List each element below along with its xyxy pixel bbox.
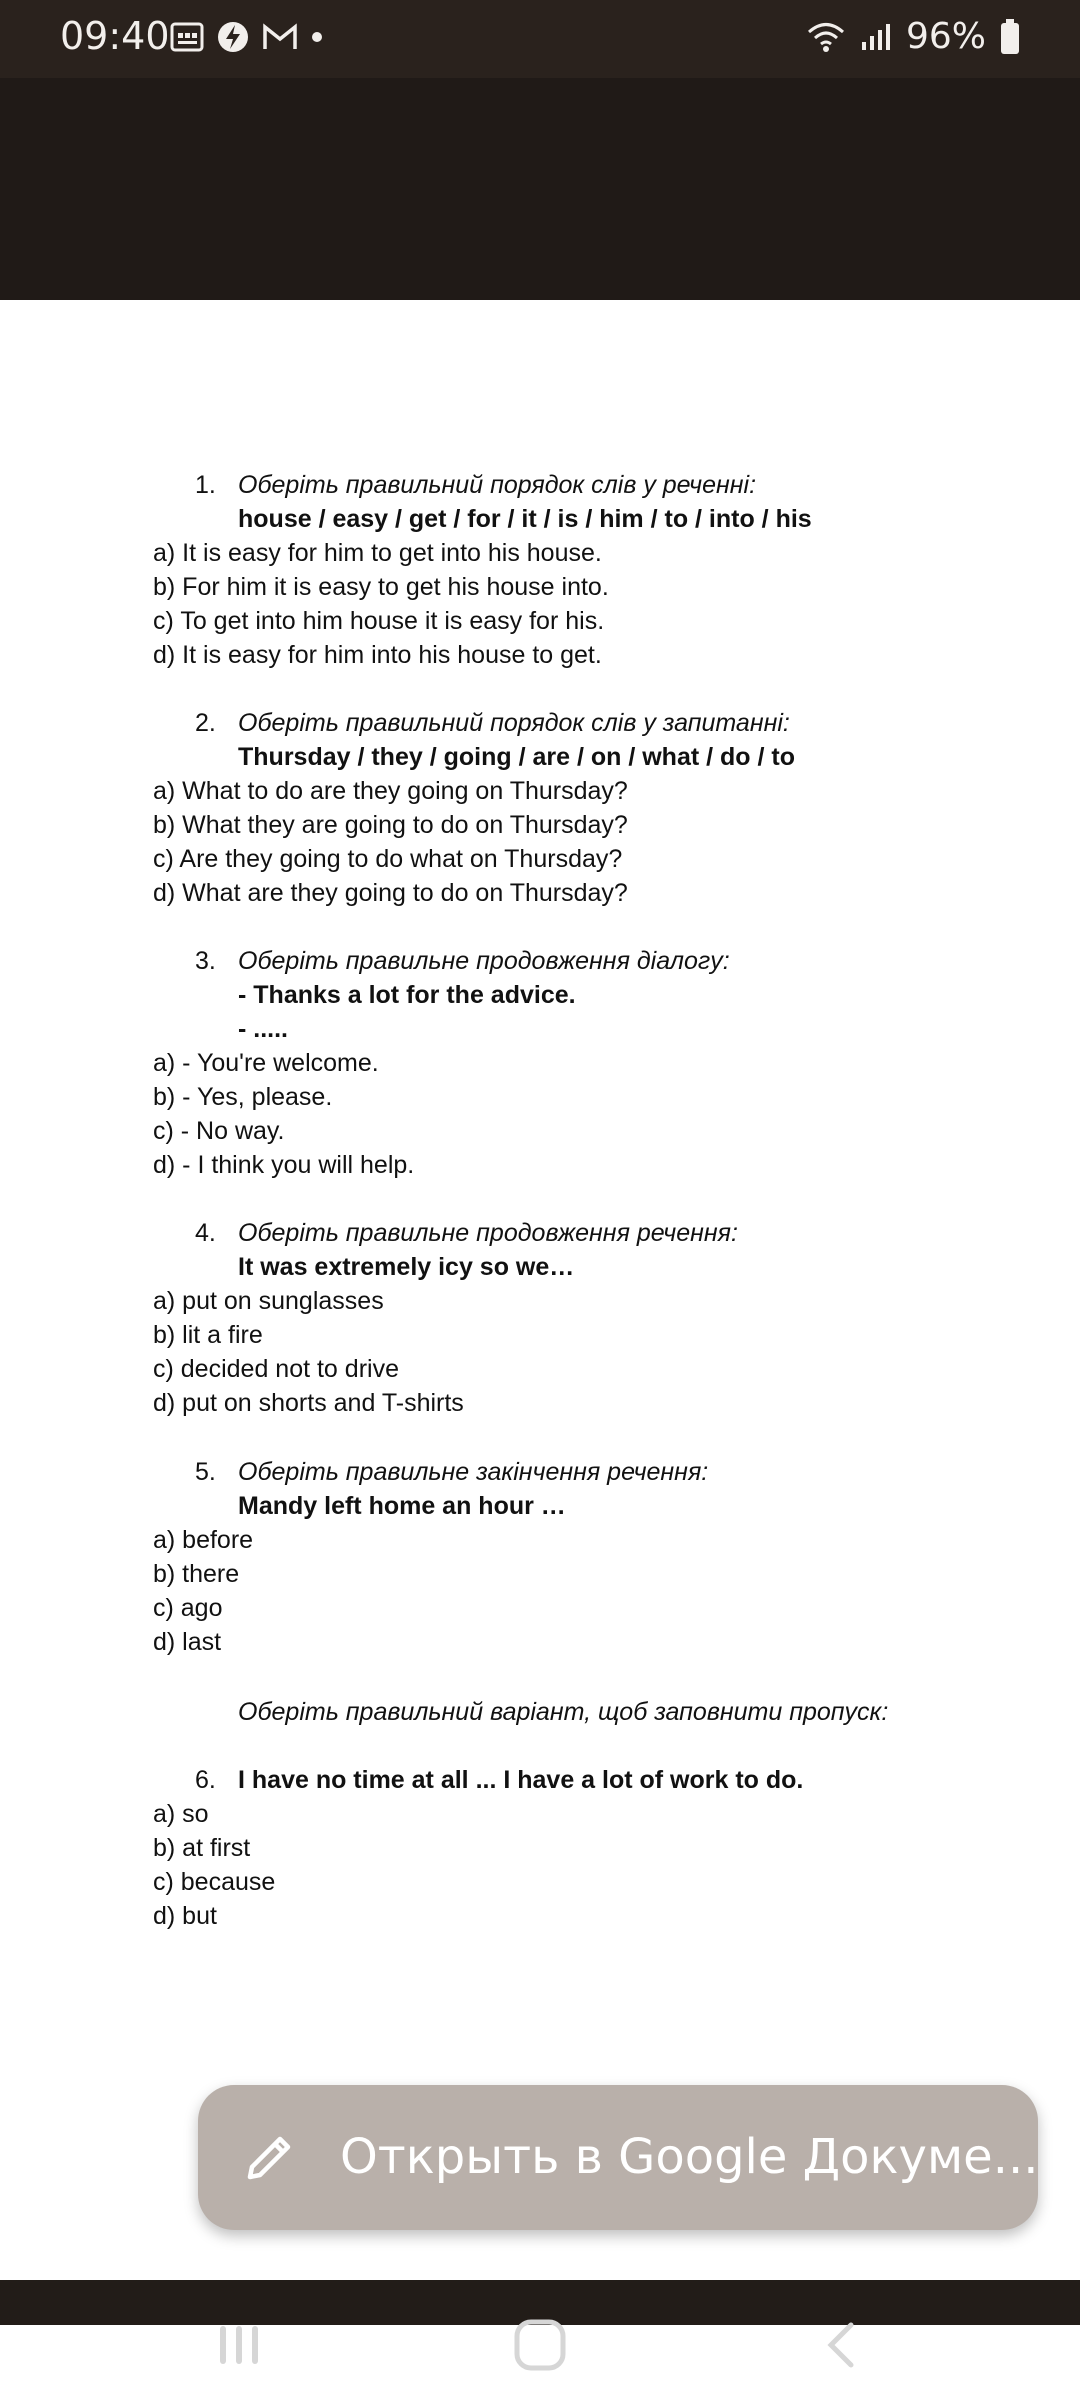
question-number: 5. (195, 1458, 216, 1486)
option-a: a) - You're welcome. (153, 1049, 379, 1077)
question-number: 3. (195, 947, 216, 975)
recents-button[interactable] (204, 2310, 274, 2380)
system-icons (806, 16, 1020, 57)
back-button[interactable] (806, 2310, 876, 2380)
option-d: d) - I think you will help. (153, 1151, 415, 1179)
question-number: 2. (195, 709, 216, 737)
open-in-google-docs-button[interactable] (198, 2085, 1038, 2230)
option-a: a) What to do are they going on Thursday? (153, 777, 628, 805)
status-bar (0, 0, 1080, 78)
option-b: b) For him it is easy to get his house into. (153, 573, 609, 601)
fab-label: Открыть в Google Докуме... (340, 2129, 1039, 2185)
option-b: b) lit a fire (153, 1321, 263, 1349)
notification-icons (170, 20, 324, 54)
option-b: b) at first (153, 1834, 251, 1862)
gallery-icon (170, 22, 204, 52)
option-d: d) but (153, 1902, 217, 1930)
question-prompt: Оберіть правильний порядок слів у запитанні: (238, 709, 790, 737)
question-stem: Thursday / they / going / are / on / what / do / to (238, 743, 795, 771)
option-c: c) To get into him house it is easy for his. (153, 607, 605, 635)
back-icon (821, 2320, 861, 2370)
option-b: b) there (153, 1560, 240, 1588)
status-time: 09:40 (60, 14, 170, 58)
option-d: d) What are they going to do on Thursday? (153, 879, 628, 907)
wifi-icon (806, 21, 846, 53)
option-c: c) - No way. (153, 1117, 285, 1145)
option-a: a) It is easy for him to get into his house. (153, 539, 602, 567)
question-prompt: Оберіть правильний порядок слів у реченні: (238, 471, 757, 499)
flash-icon (216, 20, 250, 54)
option-c: c) decided not to drive (153, 1355, 399, 1383)
section-instruction: Оберіть правильний варіант, щоб заповнити пропуск: (238, 1698, 889, 1726)
option-a: a) so (153, 1800, 209, 1828)
option-c: c) Are they going to do what on Thursday? (153, 845, 623, 873)
question-number: 1. (195, 471, 216, 499)
question-stem: house / easy / get / for / it / is / him / to / into / his (238, 505, 812, 533)
question-number: 4. (195, 1219, 216, 1247)
question-number: 6. (195, 1766, 216, 1794)
option-c: c) ago (153, 1594, 223, 1622)
question-stem: Mandy left home an hour … (238, 1492, 566, 1520)
question-stem: I have no time at all ... I have a lot of work to do. (238, 1766, 804, 1794)
pencil-icon (242, 2129, 298, 2185)
option-c: c) because (153, 1868, 276, 1896)
question-stem: It was extremely icy so we… (238, 1253, 575, 1281)
question-prompt: Оберіть правильне продовження речення: (238, 1219, 738, 1247)
battery-icon (1000, 19, 1020, 55)
viewer-header (0, 78, 1080, 300)
option-b: b) What they are going to do on Thursday? (153, 811, 628, 839)
home-button[interactable] (505, 2310, 575, 2380)
option-d: d) It is easy for him into his house to get. (153, 641, 602, 669)
question-prompt: Оберіть правильне продовження діалогу: (238, 947, 730, 975)
gmail-icon (262, 23, 298, 51)
signal-icon (860, 22, 892, 52)
option-d: d) put on shorts and T-shirts (153, 1389, 464, 1417)
question-prompt: Оберіть правильне закінчення речення: (238, 1458, 709, 1486)
option-a: a) before (153, 1526, 254, 1554)
question-stem: - Thanks a lot for the advice. (238, 981, 576, 1009)
option-b: b) - Yes, please. (153, 1083, 333, 1111)
document-page[interactable] (0, 300, 1080, 2280)
battery-percent: 96% (905, 16, 986, 57)
recents-icon (214, 2320, 264, 2370)
option-d: d) last (153, 1628, 222, 1656)
dot-icon (310, 30, 324, 44)
option-a: a) put on sunglasses (153, 1287, 384, 1315)
home-icon (513, 2318, 567, 2372)
question-stem-reply: - ..... (238, 1015, 288, 1043)
